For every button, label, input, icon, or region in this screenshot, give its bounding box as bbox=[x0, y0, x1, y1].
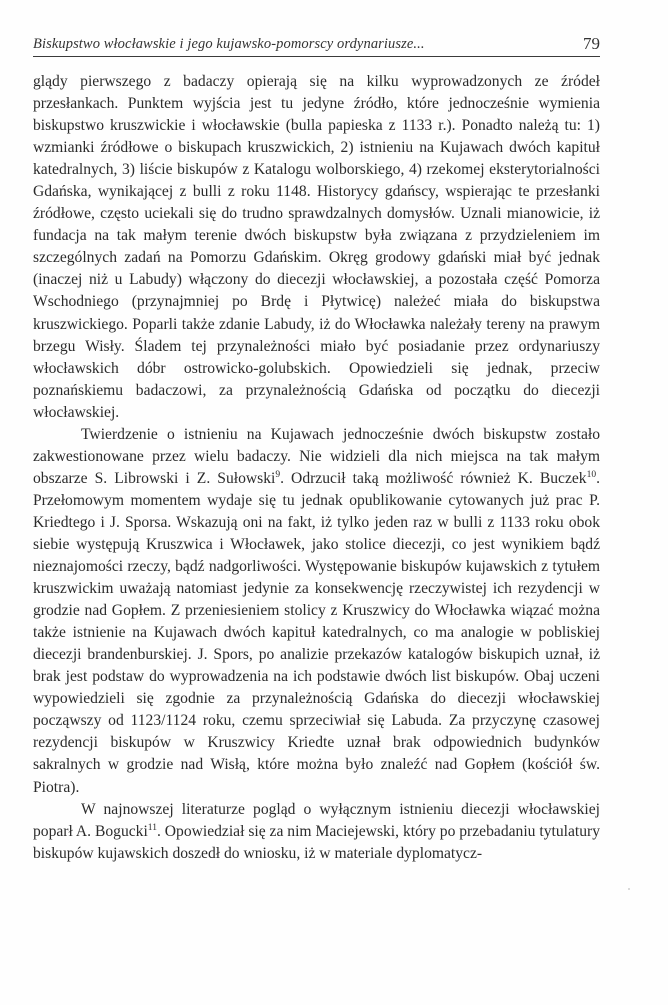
paragraph-text: . Przełomowym momentem wydaje się tu jednak opublikowanie cytowanych już prac P. Kriedtego i J. Sporsa. Wskazują oni na fakt, iż tylko jeden raz w bulli z 1133 roku obok siebie występują Kruszwica i Włocławek, jako stolice diecezji, co jest wynikiem bądź nieznajomości rzeczy, bądź nadgorliwości. Występowanie biskupów kujawskich z tytułem kruszwickim uważają natomiast jedynie za konsekwencję rzeczywistej ich rezydencji w grodzie nad Gopłem. Z przeniesieniem stolicy z Kruszwicy do Włocławka wiązać można także istnienie na Kujawach dwóch kapituł katedralnych, co ma analogie w pobliskiej diecezji brandenburskiej. J. Spors, po analizie przekazów katalogów biskupich uznał, iż brak jest podstaw do wyprowadzenia na ich podstawie dwóch list biskupów. Obaj uczeni wypowiedzieli się zgodnie za przynależnością Gdańska do diecezji włocławskiej począwszy od 1123/1124 roku, czemu sprzeciwiał się Labuda. Za przyczynę czasowej rezydencji biskupów w Kruszwicy Kriedte uznał brak odpowiednich budynków sakralnych w grodzie nad Wisłą, które można było znaleźć nad Gopłem (kościół św. Piotra). bbox=[33, 469, 600, 796]
body-text bbox=[33, 71, 600, 865]
scan-speck bbox=[628, 888, 630, 890]
footnote-reference: 11 bbox=[147, 822, 157, 833]
paragraph bbox=[33, 799, 600, 865]
paragraph-text: . Odrzucił taką możliwość również K. Buczek bbox=[280, 469, 587, 487]
paragraph-text: W najnowszej literaturze pogląd o wyłącznym istnieniu diecezji włocławskiej poparł A. Bogucki bbox=[33, 800, 600, 840]
running-title: Biskupstwo włocławskie i jego kujawsko-pomorscy ordynariusze... bbox=[33, 36, 425, 52]
paragraph bbox=[33, 71, 600, 424]
paragraph-text: Twierdzenie o istnieniu na Kujawach jednocześnie dwóch biskupstw zostało zakwestionowane przez wielu badaczy. Nie widzieli dla nich miejsca na tak małym obszarze S. Librowski i Z. Sułowski bbox=[33, 425, 600, 487]
page-number: 79 bbox=[583, 34, 600, 53]
footnote-reference: 10 bbox=[586, 469, 597, 480]
paragraph-text: glądy pierwszego z badaczy opierają się na kilku wyprowadzonych ze źródeł przesłankach. Punktem wyjścia jest tu jedyne źródło, które jednocześnie wymienia biskupstwo kruszwickie i włocławskie (bulla papieska z 1133 r.). Ponadto należą tu: 1) wzmianki źródłowe o biskupach kruszwickich, 2) istnieniu na Kujawach dwóch kapituł katedralnych, 3) liście biskupów z Katalogu wolborskiego, 4) rzekomej eksterytorialności Gdańska, wynikającej z bulli z roku 1148. Historycy gdańscy, wspierając te przesłanki źródłowe, często uciekali się do trudno sprawdzalnych domysłów. Uznali mianowicie, iż fundacja na tak małym terenie dwóch biskupstw była związana z przydzieleniem im szczególnych zadań na Pomorzu Gdańskim. Okręg grodowy gdański miał być jednak (inaczej niż u Labudy) włączony do diecezji włocławskiej, a pozostała część Pomorza Wschodniego (przynajmniej po Brdę i Płytwicę) należeć miała do biskupstwa kruszwickiego. Poparli także zdanie Labudy, iż do Włocławka należały tereny na prawym brzegu Wisły. Śladem tej przynależności miało być posiadanie przez ordynariuszy włocławskich dóbr ostrowicko-golubskich. Opowiedzieli się jednak, przeciw poznańskiemu badaczowi, za przynależnością Gdańska od początku do diecezji włocławskiej. bbox=[33, 73, 600, 421]
paragraph bbox=[33, 424, 600, 799]
footnote-reference: 9 bbox=[275, 469, 281, 480]
running-header bbox=[33, 34, 600, 57]
paragraph-text: . Opowiedział się za nim Maciejewski, który po przebadaniu tytulatury biskupów kujawskich doszedł do wniosku, iż w materiale dyplomatycz- bbox=[33, 822, 600, 862]
